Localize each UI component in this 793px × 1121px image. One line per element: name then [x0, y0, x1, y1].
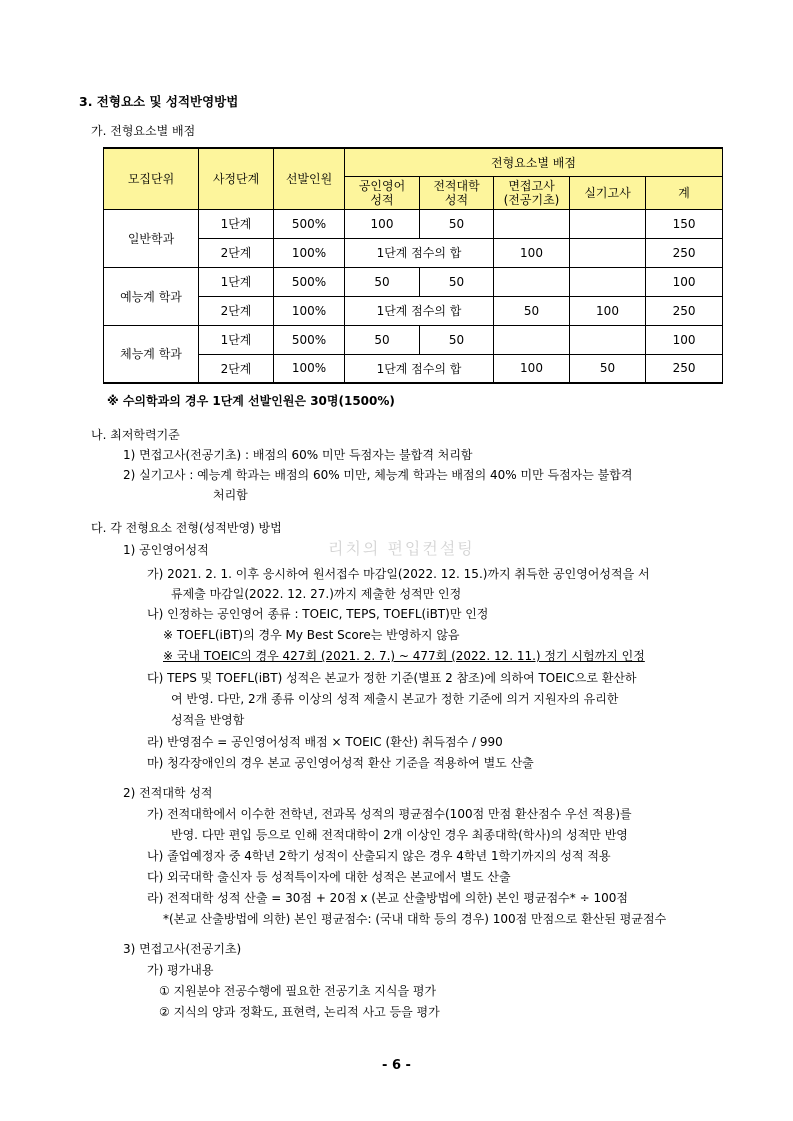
cell-interview: 100: [494, 238, 570, 267]
cell-interview: [494, 267, 570, 296]
cell-total: 100: [646, 325, 723, 354]
cell-prev: 50: [420, 267, 494, 296]
english-ma: 마) 청각장애인의 경우 본교 공인영어성적 환산 기준을 적용하여 별도 산출: [147, 756, 534, 770]
header-stage: 사정단계: [199, 148, 274, 209]
criterion-practical-cont: 처리함: [213, 488, 248, 502]
cell-practical: [570, 238, 646, 267]
cell-merged: 1단계 점수의 합: [345, 238, 494, 267]
english-da: 다) TEPS 및 TOEFL(iBT) 성적은 본교가 정한 기준(별표 2 참조)에 의하여 TOEIC으로 환산하: [147, 671, 637, 685]
cell-english: 50: [345, 267, 420, 296]
cell-practical: [570, 209, 646, 238]
cell-stage: 2단계: [199, 238, 274, 267]
header-ratio: 선발인원: [274, 148, 345, 209]
english-note-toeic: ※ 국내 TOEIC의 경우 427회 (2021. 2. 7.) ~ 477회 (2022. 12. 11.) 정기 시험까지 인정: [163, 649, 645, 663]
header-practical: 실기고사: [570, 176, 646, 209]
criterion-practical: 2) 실기고사 : 예능계 학과는 배점의 60% 미만, 체능계 학과는 배점의 40% 미만 득점자는 불합격: [123, 468, 633, 482]
subsection-title-da: 다. 각 전형요소 전형(성적반영) 방법: [91, 521, 282, 535]
cell-total: 250: [646, 296, 723, 325]
prev-school-title: 2) 전적대학 성적: [123, 786, 213, 800]
cell-stage: 1단계: [199, 325, 274, 354]
prev-school-ra: 라) 전적대학 성적 산출 = 30점 + 20점 x (본교 산출방법에 의한) 본인 평균점수* ÷ 100점: [147, 891, 628, 905]
english-da-cont1: 여 반영. 다만, 2개 종류 이상의 성적 제출시 본교가 정한 기준에 의거 지원자의 유리한: [171, 692, 619, 706]
section-title: 3. 전형요소 및 성적반영방법: [79, 94, 239, 109]
cell-interview: [494, 209, 570, 238]
cell-merged: 1단계 점수의 합: [345, 296, 494, 325]
score-table: [103, 147, 723, 384]
subsection-title-na: 나. 최저학력기준: [91, 428, 180, 442]
subsection-title-ga: 가. 전형요소별 배점: [91, 124, 196, 138]
prev-school-ga-cont: 반영. 다만 편입 등으로 인해 전적대학이 2개 이상인 경우 최종대학(학사)의 성적만 반영: [171, 828, 628, 842]
table-row: [104, 325, 723, 354]
cell-stage: 2단계: [199, 354, 274, 383]
header-unit: 모집단위: [104, 148, 199, 209]
cell-interview: 100: [494, 354, 570, 383]
prev-school-ga: 가) 전적대학에서 이수한 전학년, 전과목 성적의 평균점수(100점 만점 환산점수 우선 적용)를: [147, 807, 632, 821]
cell-total: 100: [646, 267, 723, 296]
english-ra: 라) 반영점수 = 공인영어성적 배점 × TOEIC (환산) 취득점수 / 990: [147, 735, 503, 749]
cell-practical: 50: [570, 354, 646, 383]
cell-stage: 1단계: [199, 209, 274, 238]
cell-english: 50: [345, 325, 420, 354]
english-note-toefl: ※ TOEFL(iBT)의 경우 My Best Score는 반영하지 않음: [163, 628, 460, 642]
header-english: 공인영어 성적: [345, 176, 420, 209]
cell-ratio: 500%: [274, 209, 345, 238]
english-ga: 가) 2021. 2. 1. 이후 응시하여 원서접수 마감일(2022. 12. 15.)까지 취득한 공인영어성적을 서: [147, 567, 650, 581]
cell-practical: [570, 267, 646, 296]
cell-ratio: 100%: [274, 354, 345, 383]
table-note: ※ 수의학과의 경우 1단계 선발인원은 30명(1500%): [107, 394, 395, 408]
english-ga-cont: 류제출 마감일(2022. 12. 27.)까지 제출한 성적만 인정: [171, 587, 462, 601]
page-number: - 6 -: [382, 1058, 411, 1073]
interview-ga: 가) 평가내용: [147, 963, 214, 977]
cell-practical: 100: [570, 296, 646, 325]
cell-ratio: 100%: [274, 238, 345, 267]
cell-interview: 50: [494, 296, 570, 325]
cell-stage: 1단계: [199, 267, 274, 296]
watermark: 리치의 편입컨설팅: [328, 539, 475, 558]
interview-title: 3) 면접고사(전공기초): [123, 942, 242, 956]
cell-practical: [570, 325, 646, 354]
header-group: 전형요소별 배점: [345, 148, 723, 176]
interview-criterion-1: ① 지원분야 전공수행에 필요한 전공기초 지식을 평가: [159, 984, 437, 998]
cell-total: 250: [646, 354, 723, 383]
english-title: 1) 공인영어성적: [123, 543, 209, 557]
english-da-cont2: 성적을 반영함: [171, 713, 245, 727]
cell-ratio: 500%: [274, 325, 345, 354]
interview-criterion-2: ② 지식의 양과 정확도, 표현력, 논리적 사고 등을 평가: [159, 1005, 440, 1019]
cell-prev: 50: [420, 209, 494, 238]
prev-school-da: 다) 외국대학 출신자 등 성적특이자에 대한 성적은 본교에서 별도 산출: [147, 870, 511, 884]
header-prev-school: 전적대학 성적: [420, 176, 494, 209]
cell-unit: 체능계 학과: [104, 325, 199, 383]
prev-school-footnote: *(본교 산출방법에 의한) 본인 평균점수: (국내 대학 등의 경우) 100점 만점으로 환산된 평균점수: [163, 912, 667, 926]
table-row: [104, 267, 723, 296]
cell-ratio: 500%: [274, 267, 345, 296]
cell-ratio: 100%: [274, 296, 345, 325]
cell-unit: 일반학과: [104, 209, 199, 267]
cell-stage: 2단계: [199, 296, 274, 325]
english-na: 나) 인정하는 공인영어 종류 : TOEIC, TEPS, TOEFL(iBT)만 인정: [147, 607, 489, 621]
cell-prev: 50: [420, 325, 494, 354]
header-interview: 면접고사 (전공기초): [494, 176, 570, 209]
cell-unit: 예능계 학과: [104, 267, 199, 325]
cell-total: 250: [646, 238, 723, 267]
table-row: [104, 209, 723, 238]
cell-english: 100: [345, 209, 420, 238]
cell-interview: [494, 325, 570, 354]
criterion-interview: 1) 면접고사(전공기초) : 배점의 60% 미만 득점자는 불합격 처리함: [123, 448, 473, 462]
cell-total: 150: [646, 209, 723, 238]
prev-school-na: 나) 졸업예정자 중 4학년 2학기 성적이 산출되지 않은 경우 4학년 1학기까지의 성적 적용: [147, 849, 611, 863]
header-total: 계: [646, 176, 723, 209]
cell-merged: 1단계 점수의 합: [345, 354, 494, 383]
